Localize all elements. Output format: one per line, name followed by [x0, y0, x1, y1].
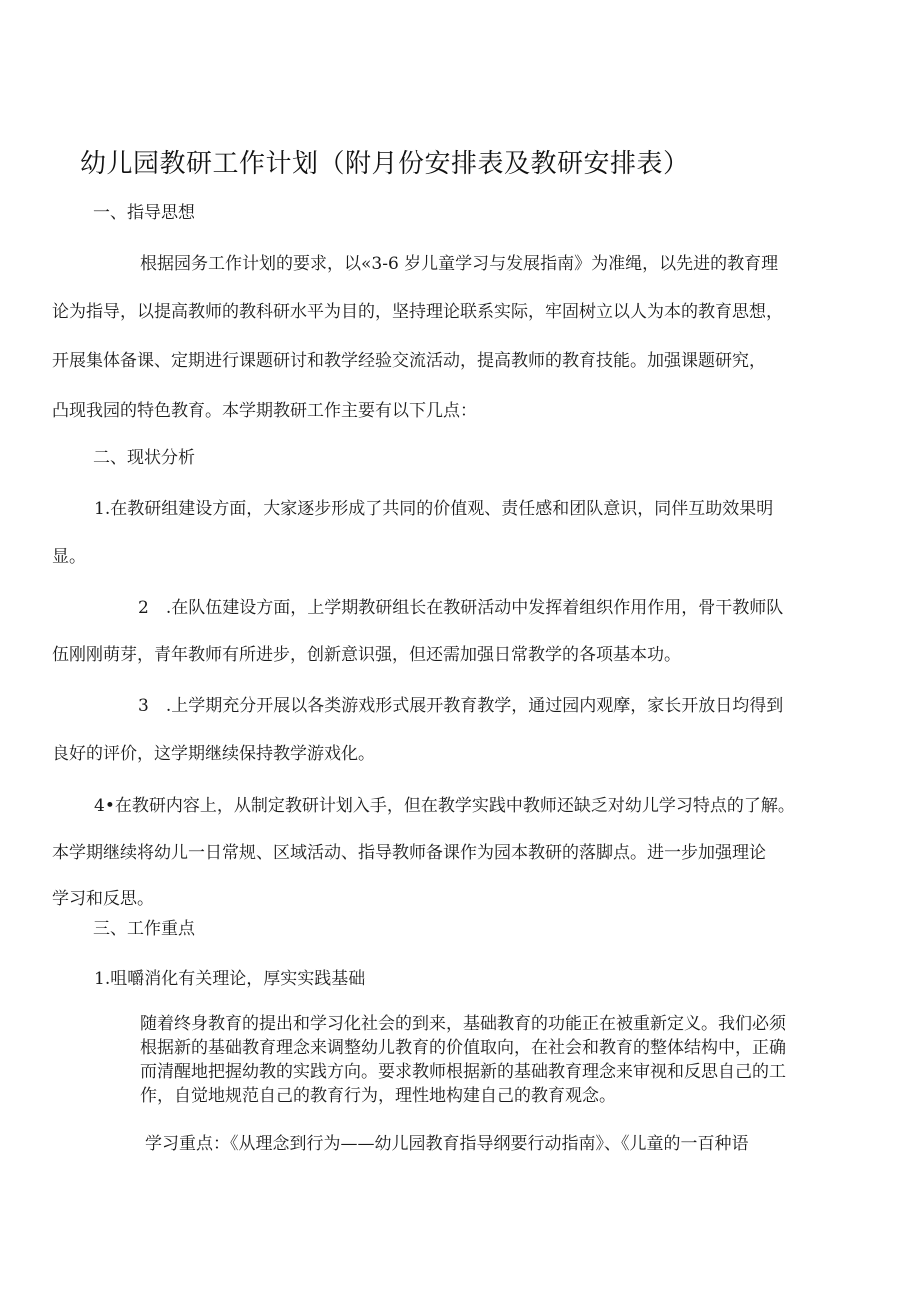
- list-item-line: 1.在教研组建设方面，大家逐步形成了共同的价值观、责任感和团队意识，同伴互助效果明: [94, 499, 774, 519]
- study-focus-line: 学习重点：《从理念到行为——幼儿园教育指导纲要行动指南》、《儿童的一百种语: [145, 1134, 749, 1154]
- list-item-line: 2 .在队伍建设方面，上学期教研组长在教研活动中发挥着组织作用作用，骨干教师队: [138, 598, 784, 618]
- section-heading-current-analysis: 二、现状分析: [93, 448, 195, 468]
- list-item-line: 良好的评价，这学期继续保持教学游戏化。: [52, 744, 375, 764]
- paragraph-line: 根据园务工作计划的要求，以«3-6 岁儿童学习与发展指南》为准绳，以先进的教育理: [140, 254, 779, 274]
- paragraph-line: 论为指导，以提高教师的教科研水平为目的，坚持理论联系实际，牢固树立以人为本的教育思想，: [52, 302, 783, 322]
- document-title: 幼儿园教研工作计划（附月份安排表及教研安排表）: [80, 149, 690, 179]
- list-item-line: 4•在教研内容上，从制定教研计划入手，但在教学实践中教师还缺乏对幼儿学习特点的了解。: [94, 796, 795, 816]
- subsection-title: 1.咀嚼消化有关理论，厚实实践基础: [94, 969, 366, 989]
- list-item-line: 显。: [52, 547, 86, 567]
- section-heading-work-focus: 三、工作重点: [93, 919, 195, 939]
- list-item-line: 伍刚刚萌芽，青年教师有所进步，创新意识强，但还需加强日常教学的各项基本功。: [52, 645, 681, 665]
- paragraph-line: 根据新的基础教育理念来调整幼儿教育的价值取向，在社会和教育的整体结构中，正确: [140, 1038, 786, 1058]
- list-item-line: 本学期继续将幼儿一日常规、区域活动、指导教师备课作为园本教研的落脚点。进一步加强理论: [52, 843, 766, 863]
- list-item-line: 3 .上学期充分开展以各类游戏形式展开教育教学，通过园内观摩，家长开放日均得到: [138, 696, 784, 716]
- paragraph-line: 开展集体备课、定期进行课题研讨和教学经验交流活动，提高教师的教育技能。加强课题研究，: [52, 351, 766, 371]
- list-item-line: 学习和反思。: [52, 889, 154, 909]
- body-paragraph: [140, 1012, 786, 1108]
- paragraph-line: 而清醒地把握幼教的实践方向。要求教师根据新的基础教育理念来审视和反思自己的工: [140, 1062, 786, 1082]
- section-heading-guiding-thought: 一、指导思想: [93, 203, 195, 223]
- paragraph-line: 随着终身教育的提出和学习化社会的到来，基础教育的功能正在被重新定义。我们必须: [140, 1014, 786, 1034]
- paragraph-line: 作，自觉地规范自己的教育行为，理性地构建自己的教育观念。: [140, 1086, 616, 1106]
- paragraph-line: 凸现我园的特色教育。本学期教研工作主要有以下几点：: [52, 401, 477, 421]
